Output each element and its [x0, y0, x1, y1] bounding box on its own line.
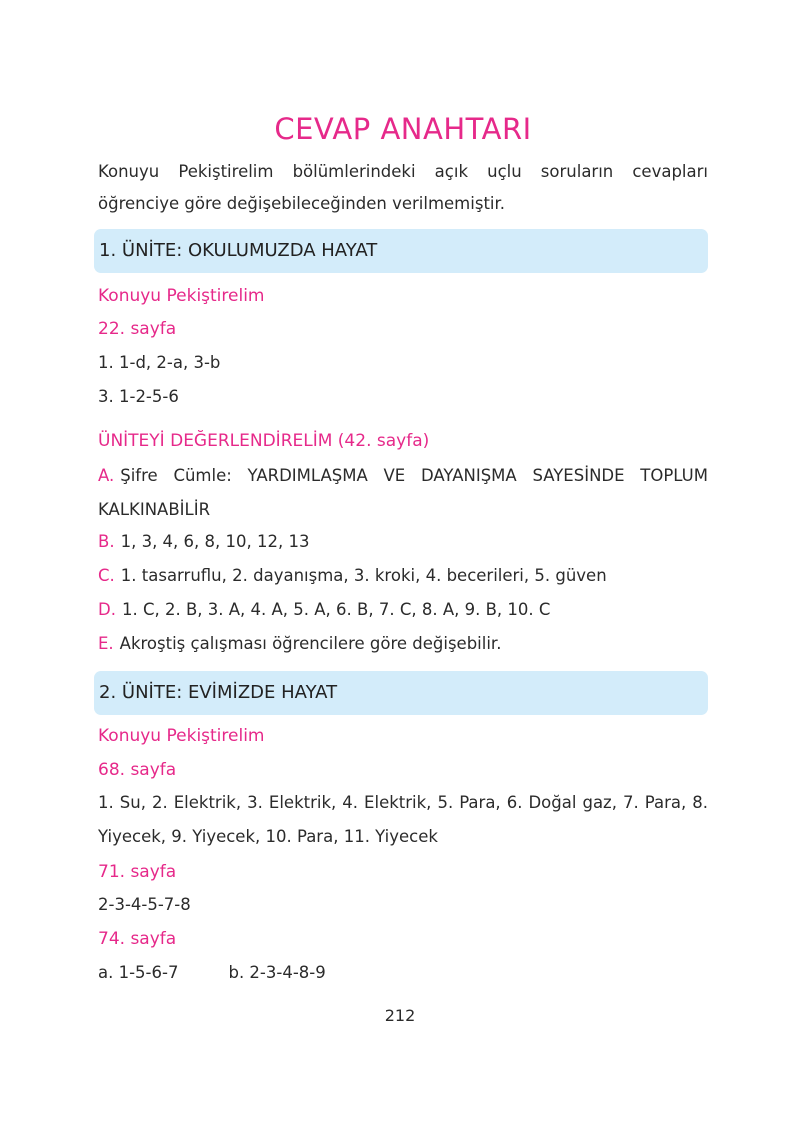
review-item-c: [98, 564, 607, 588]
unit1-answer-2: 3. 1-2-5-6: [98, 387, 179, 406]
review-item-b: [98, 530, 309, 554]
unit2-page68-answers: 1. Su, 2. Elektrik, 3. Elektrik, 4. Elektrik, 5. Para, 6. Doğal gaz, 7. Para, 8. Yiyecek, 9. Yiyecek, 10. Para, 11. Yiyecek: [98, 793, 708, 846]
review-letter-d: D.: [98, 600, 116, 619]
intro-paragraph: Konuyu Pekiştirelim bölümlerindeki açık uçlu soruların cevapları öğrenciye göre değişebileceğinden verilmemiştir.: [98, 162, 708, 213]
page74-answer-b: b. 2-3-4-8-9: [228, 963, 326, 982]
review-text-e: Akroştiş çalışması öğrencilere göre değişebilir.: [119, 634, 502, 653]
review-text-d: 1. C, 2. B, 3. A, 4. A, 5. A, 6. B, 7. C, 8. A, 9. B, 10. C: [121, 600, 551, 619]
review-text-b: 1, 3, 4, 6, 8, 10, 12, 13: [120, 532, 310, 551]
unit2-page71-label: 71. sayfa: [98, 862, 177, 882]
review-item-d: [98, 598, 550, 622]
unit1-answer-1: 1. 1-d, 2-a, 3-b: [98, 353, 221, 372]
unit2-page71-answers: 2-3-4-5-7-8: [98, 895, 191, 914]
unit1-section-label: Konuyu Pekiştirelim: [98, 286, 265, 306]
review-letter-c: C.: [98, 566, 115, 585]
unit2-section-label: Konuyu Pekiştirelim: [98, 726, 265, 746]
unit1-review-title: ÜNİTEYİ DEĞERLENDİRELİM (42. sayfa): [98, 431, 430, 451]
review-letter-b: B.: [98, 532, 115, 551]
review-letter-e: E.: [98, 634, 114, 653]
review-item-e: [98, 632, 501, 656]
page-title: CEVAP ANAHTARI: [274, 112, 532, 146]
unit2-header: 2. ÜNİTE: EVİMİZDE HAYAT: [94, 671, 708, 715]
review-text-c: 1. tasarruflu, 2. dayanışma, 3. kroki, 4. becerileri, 5. güven: [120, 566, 607, 585]
review-text-a: Şifre Cümle: YARDIMLAŞMA VE DAYANIŞMA SAYESİNDE TOPLUM KALKINABİLİR: [98, 466, 708, 519]
unit2-page74-label: 74. sayfa: [98, 929, 177, 949]
page74-answer-a: a. 1-5-6-7: [98, 963, 179, 982]
unit1-page-label: 22. sayfa: [98, 319, 177, 339]
review-item-a: [98, 459, 708, 527]
page-number: 212: [384, 1006, 416, 1025]
unit1-header: 1. ÜNİTE: OKULUMUZDA HAYAT: [94, 229, 708, 273]
review-letter-a: A.: [98, 466, 115, 485]
unit2-page68-label: 68. sayfa: [98, 760, 177, 780]
unit2-page74-answers: [98, 961, 326, 985]
